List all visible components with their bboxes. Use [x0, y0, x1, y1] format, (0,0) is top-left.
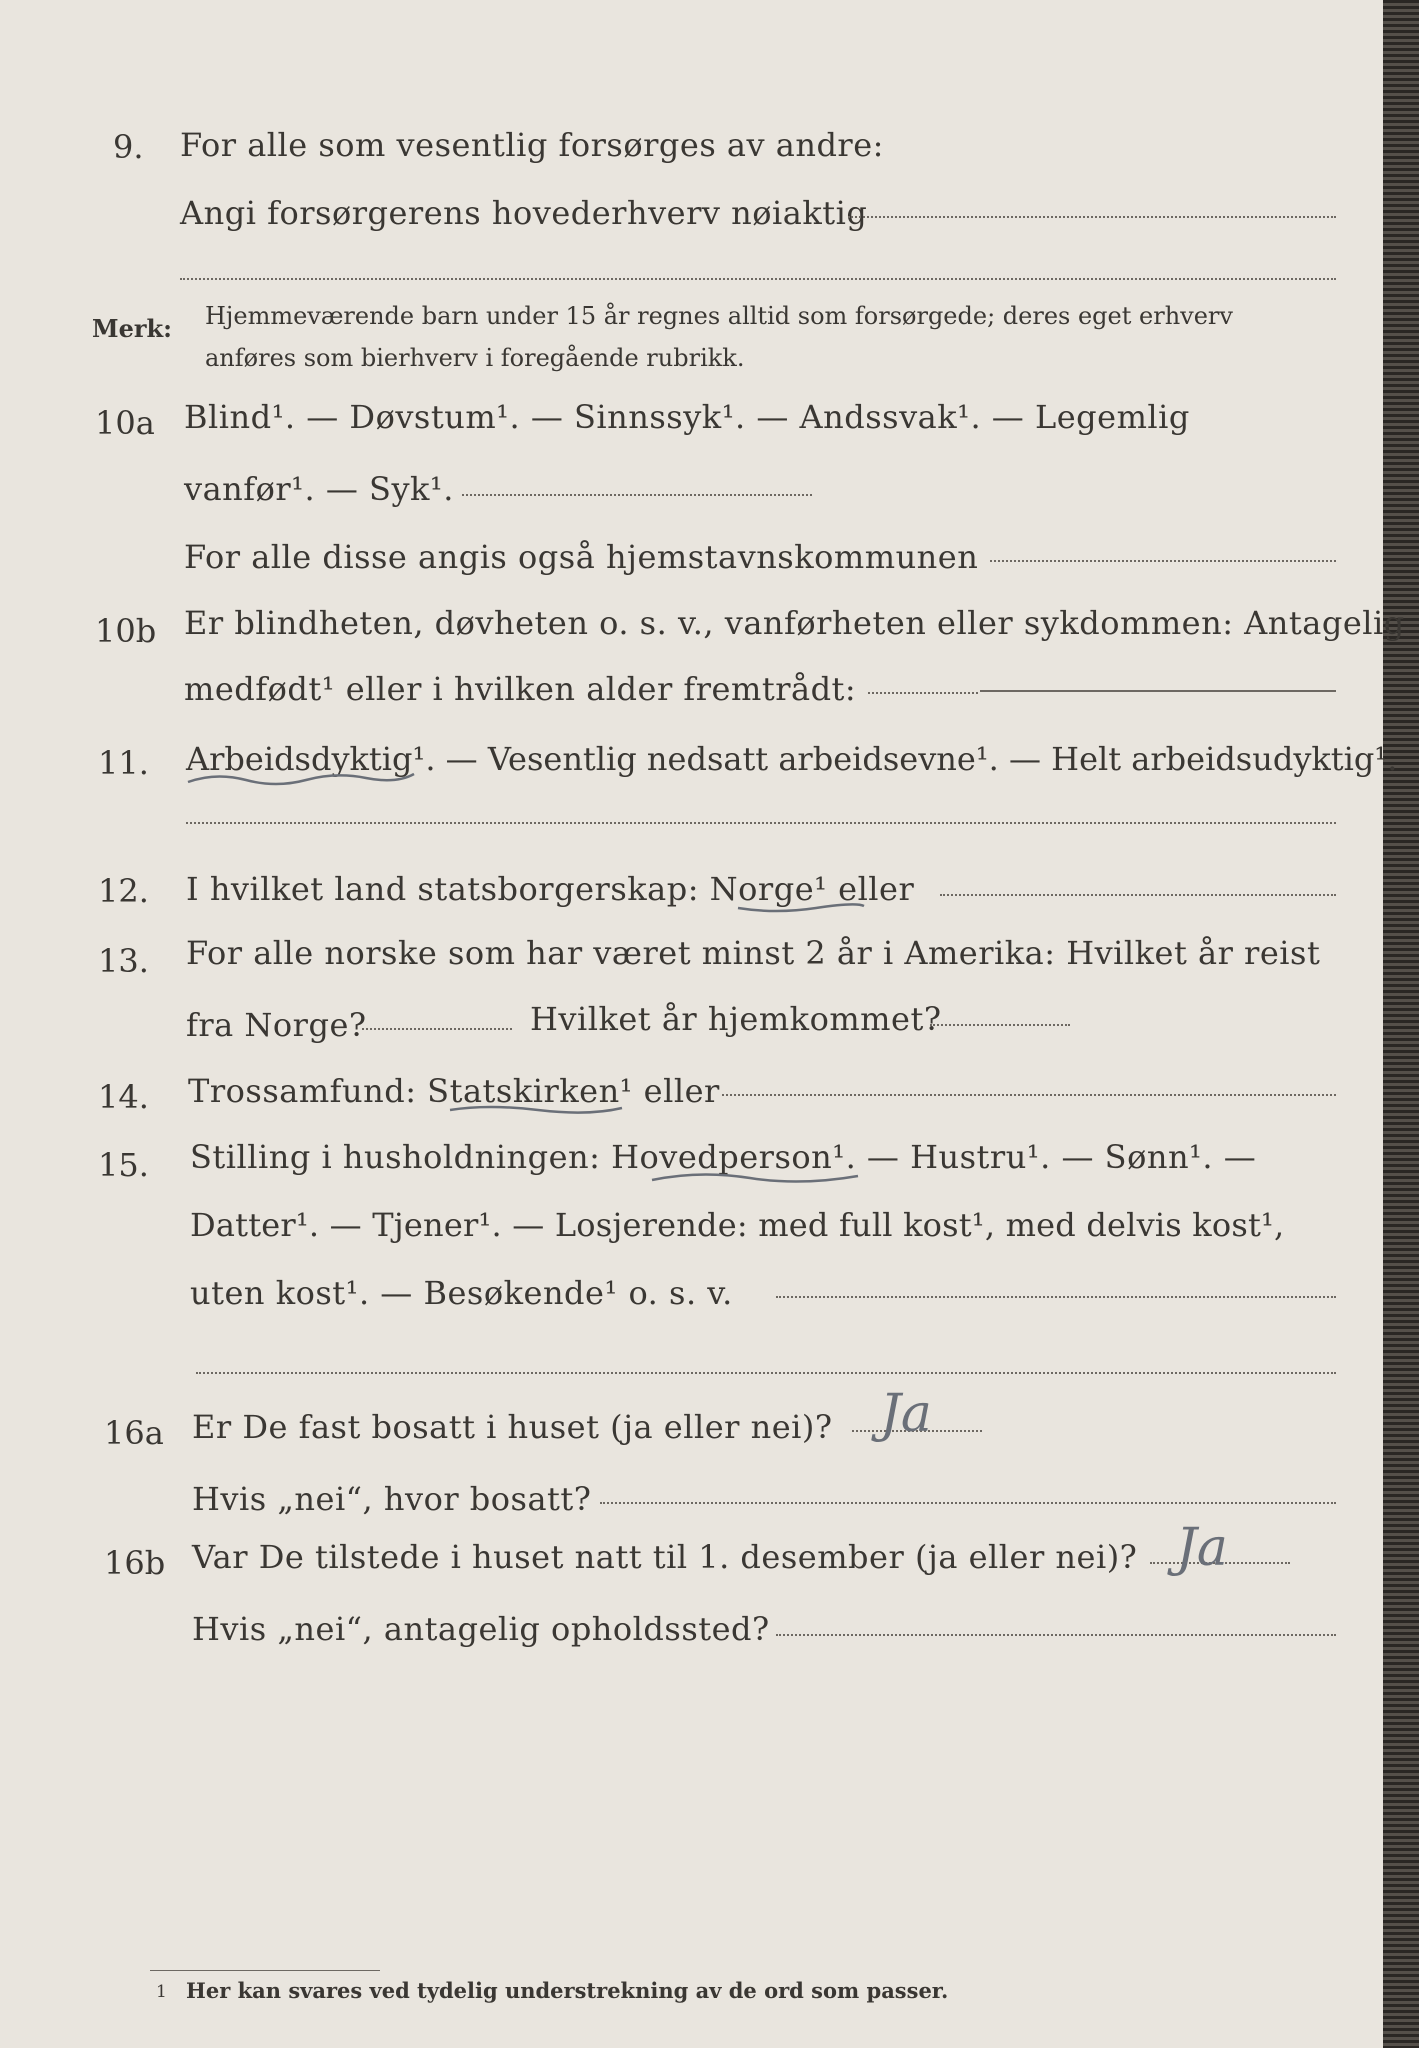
q15-number: 15. [98, 1146, 149, 1184]
q11-underline-mark [186, 768, 416, 792]
q10b-line1: Er blindheten, døvheten o. s. v., vanførheten eller sykdommen: Antagelig [184, 604, 1405, 642]
q9-line1: For alle som vesentlig forsørges av andre: [180, 126, 884, 164]
q16b-number: 16b [104, 1544, 166, 1582]
q12-underline-mark [736, 900, 866, 920]
q15-answer-line-2[interactable] [196, 1372, 1336, 1374]
q15-line3: uten kost¹. — Besøkende¹ o. s. v. [190, 1274, 733, 1312]
q15-line1: Stilling i husholdningen: Hovedperson¹. — Hustru¹. — Sønn¹. — [190, 1138, 1257, 1176]
footnote-text: Her kan svares ved tydelig understrekning av de ord som passer. [186, 1978, 949, 2003]
q9-answer-line[interactable] [848, 216, 1336, 218]
q10b-answer-line[interactable] [868, 692, 978, 694]
q13-reist-line[interactable] [362, 1028, 512, 1030]
q14-number: 14. [98, 1078, 149, 1116]
q16b-answer: Ja [1176, 1518, 1228, 1578]
q15-underline-mark [650, 1166, 860, 1190]
q13-line1: For alle norske som har været minst 2 år i Amerika: Hvilket år reist [186, 934, 1321, 972]
q12-line1: I hvilket land statsborgerskap: Norge¹ eller [186, 870, 915, 908]
q10a-number: 10a [95, 404, 155, 442]
merk-line2: anføres som bierhverv i foregående rubrikk. [205, 344, 745, 372]
q16b-line1: Var De tilstede i huset natt til 1. desember (ja eller nei)? [192, 1538, 1138, 1576]
q10a-answer-line-2[interactable] [990, 560, 1336, 562]
q13-number: 13. [98, 942, 149, 980]
q16a-line2: Hvis „nei“, hvor bosatt? [192, 1480, 592, 1518]
footnote-rule [150, 1970, 380, 1971]
q14-underline-mark [448, 1100, 624, 1120]
q9-answer-line-2[interactable] [180, 278, 1336, 280]
footnote-marker: 1 [156, 1982, 167, 2002]
q10b-line2: medfødt¹ eller i hvilken alder fremtrådt: [184, 670, 857, 708]
q12-number: 12. [98, 872, 149, 910]
q9-line2: Angi forsørgerens hovederhverv nøiaktig [180, 194, 868, 232]
q10a-line3: For alle disse angis også hjemstavnskommunen [184, 538, 979, 576]
page-edge [1383, 0, 1419, 2048]
q11-line1: Arbeidsdyktig¹. — Vesentlig nedsatt arbeidsevne¹. — Helt arbeidsudyktig¹. [186, 740, 1398, 778]
q15-answer-line[interactable] [776, 1296, 1336, 1298]
q16b-line2: Hvis „nei“, antagelig opholdssted? [192, 1610, 770, 1648]
q11-number: 11. [98, 744, 149, 782]
q10a-line1: Blind¹. — Døvstum¹. — Sinnssyk¹. — Andssvak¹. — Legemlig [184, 398, 1190, 436]
q13-line2a: fra Norge? [186, 1006, 367, 1044]
q14-answer-line[interactable] [722, 1094, 1336, 1096]
q13-line2b: Hvilket år hjemkommet? [530, 1000, 942, 1038]
merk-line1: Hjemmeværende barn under 15 år regnes alltid som forsørgede; deres eget erhverv [205, 302, 1233, 330]
merk-label: Merk: [92, 314, 172, 343]
q14-line1: Trossamfund: Statskirken¹ eller [188, 1072, 720, 1110]
q12-answer-line[interactable] [940, 894, 1336, 896]
q10b-answer-line-filled [980, 690, 1336, 692]
q13-hjemkommet-line[interactable] [930, 1024, 1070, 1026]
q16a-answer: Ja [880, 1384, 932, 1444]
q9-number: 9. [113, 128, 144, 166]
q10a-line2: vanfør¹. — Syk¹. [184, 470, 454, 508]
q10a-answer-line[interactable] [462, 494, 812, 496]
q11-answer-line[interactable] [186, 822, 1336, 824]
q16a-line1: Er De fast bosatt i huset (ja eller nei)? [192, 1408, 833, 1446]
q10b-number: 10b [95, 612, 157, 650]
q16a-number: 16a [104, 1414, 164, 1452]
q16a-bosatt-line[interactable] [600, 1502, 1336, 1504]
q15-line2: Datter¹. — Tjener¹. — Losjerende: med full kost¹, med delvis kost¹, [190, 1206, 1285, 1244]
q16b-opholdssted-line[interactable] [776, 1634, 1336, 1636]
